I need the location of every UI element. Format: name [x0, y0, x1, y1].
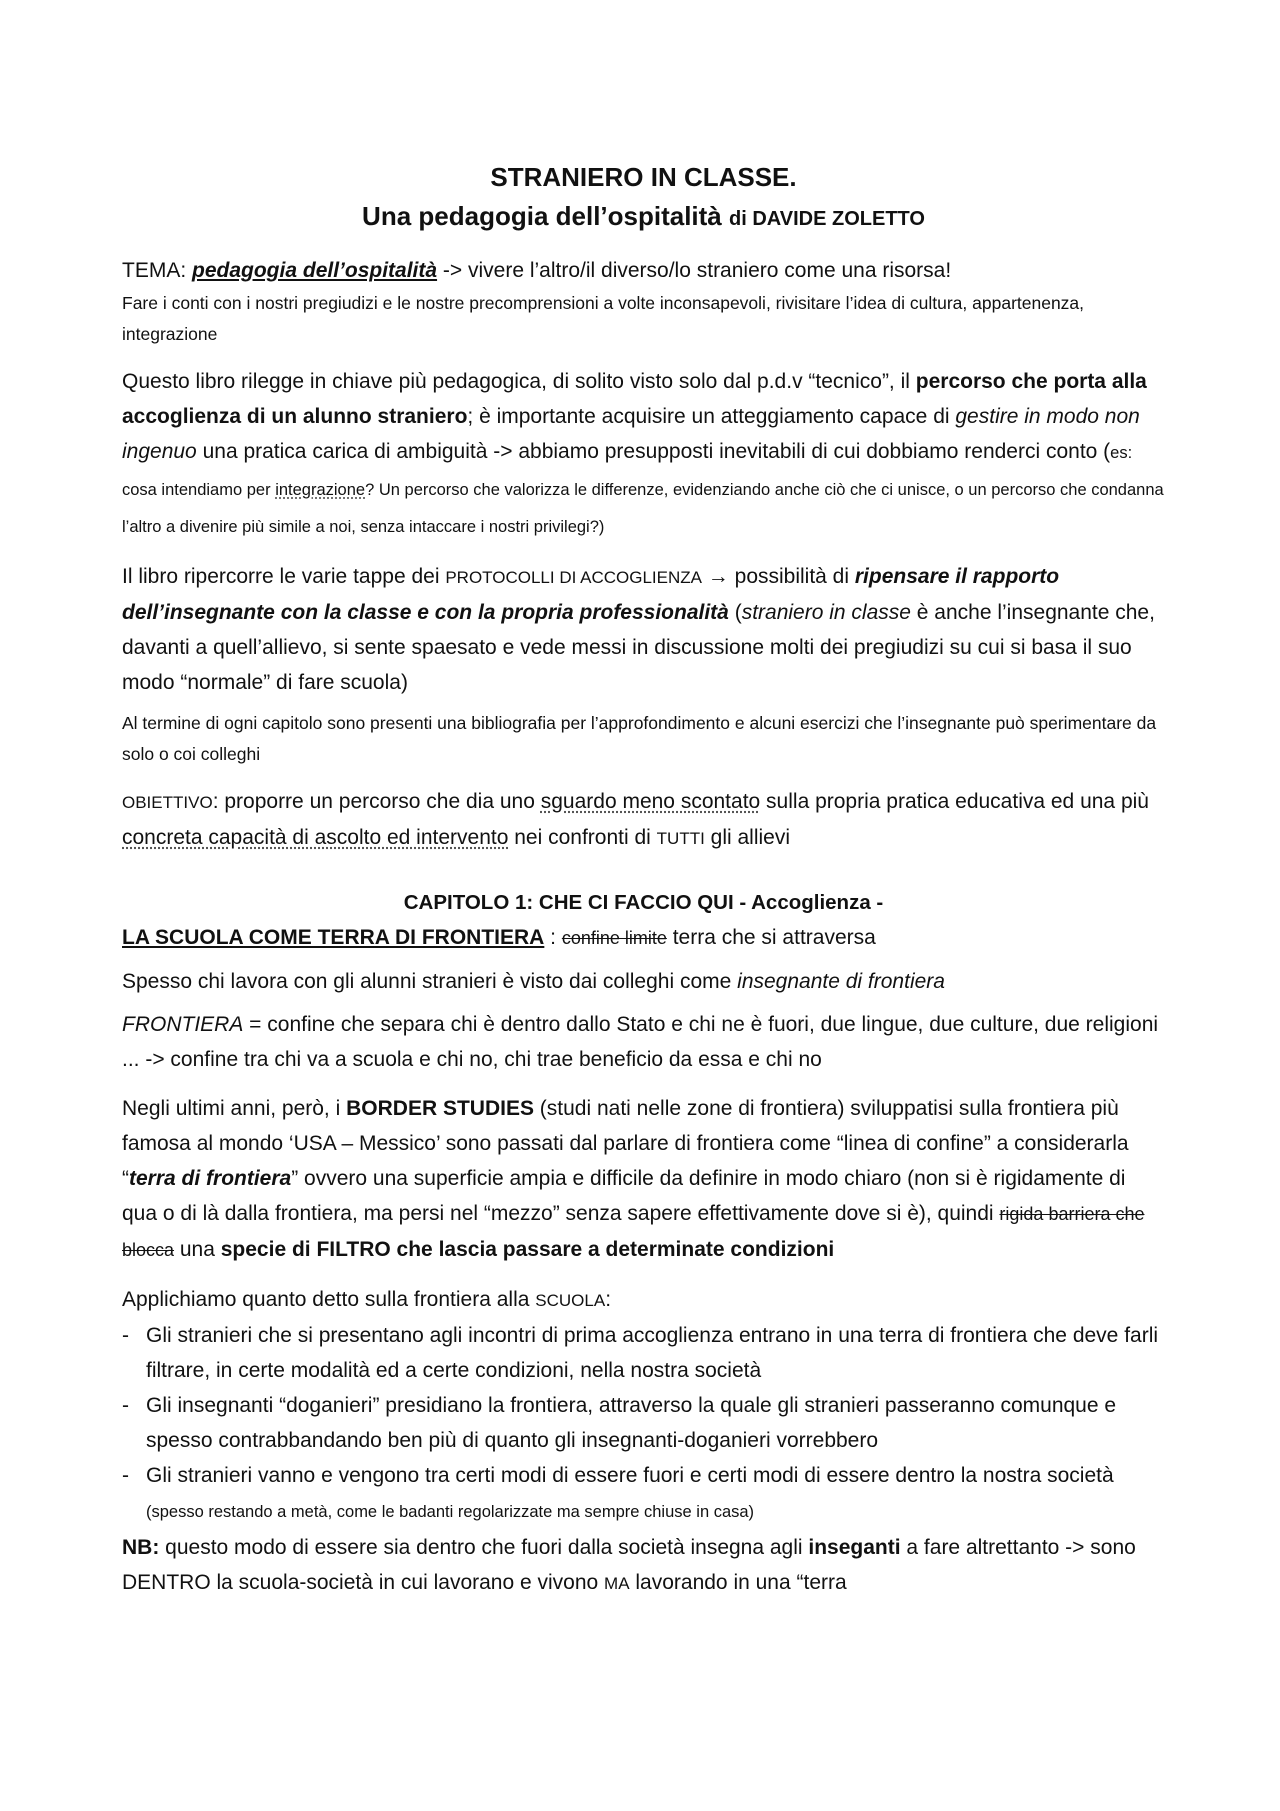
nb-text-2: a fare altrettanto -> sono DENTRO la scuola-società in cui lavorano e vivono: [122, 1536, 1136, 1594]
intro-bold-1: percorso che porta alla accoglienza di un alunno straniero: [122, 370, 1147, 428]
obiettivo-paragraph: [122, 784, 1165, 856]
title-block: [122, 158, 1165, 239]
intro-small-underlined: integrazione: [275, 481, 366, 499]
list-item: [122, 1318, 1165, 1388]
ch-p2-text: = confine che separa chi è dentro dallo Stato e chi ne è fuori, due lingue, due culture, due religioni ... -> confine tra chi va a scuola e chi no, chi trae beneficio da essa e chi no: [122, 1013, 1159, 1071]
intro-text-2: ; è importante acquisire un atteggiamento capace di: [467, 405, 956, 428]
nb-text-3: lavorando in una “terra: [629, 1571, 847, 1594]
ch-p3-text-e: una: [174, 1238, 221, 1261]
nb-label: NB:: [122, 1536, 160, 1559]
section-after: terra che si attraversa: [666, 926, 876, 949]
frontier-list: [122, 1318, 1165, 1530]
chapter-paragraph-2: [122, 1007, 1165, 1077]
tema-note: Fare i conti con i nostri pregiudizi e le nostre precomprensioni a volte inconsapevoli, rivisitare l’idea di cultura, appartenenza, integrazione: [122, 293, 1085, 344]
author-line: di DAVIDE ZOLETTO: [729, 208, 925, 230]
ch-p3-bold-italic: terra di frontiera: [129, 1167, 292, 1190]
tema-label: TEMA:: [122, 259, 187, 282]
obiettivo-text-2: sulla propria pratica educativa ed una più: [760, 790, 1149, 813]
section-struck-words: confine limite: [561, 928, 667, 948]
chapter-title: CAPITOLO 1: CHE CI FACCIO QUI - Accoglienza -: [403, 891, 884, 914]
nb-paragraph: [122, 1530, 1165, 1601]
list-item: [122, 1388, 1165, 1458]
ch-p3-bold-f: specie di FILTRO che lascia passare a determinate condizioni: [220, 1238, 835, 1261]
protocolli-text-4: è anche l’insegnante che, davanti a quell’allievo, si sente spaesato e vede messi in discussione molti dei pregiudizi su cui si basa il suo modo “normale” di fare scuola): [122, 601, 1155, 694]
protocolli-text-2: → possibilità di: [701, 565, 855, 588]
protocolli-bold-italic: ripensare il rapporto dell’insegnante con la classe e con la propria professionalità: [122, 565, 1060, 624]
ch-p4-colon: :: [605, 1288, 612, 1311]
protocolli-text-3: (: [728, 601, 742, 624]
ch-p1-text: Spesso chi lavora con gli alunni stranieri è visto dai colleghi come: [122, 970, 738, 993]
intro-italic-1: gestire in modo non ingenuo: [122, 405, 1140, 463]
tema-line: [122, 253, 1165, 288]
obiettivo-underlined-2: concreta capacità di ascolto ed intervento: [122, 826, 509, 849]
obiettivo-underlined-1: sguardo meno scontato: [540, 790, 761, 813]
protocolli-paragraph: [122, 559, 1165, 700]
list-item-text: Gli insegnanti “doganieri” presidiano la frontiera, attraverso la quale gli stranieri passeranno comunque e spesso contrabbandando ben più di quanto gli insegnanti-doganieri vorrebbero: [146, 1394, 1117, 1452]
chapter-paragraph-3: [122, 1091, 1165, 1268]
ch-p3-text-a: Negli ultimi anni, però, i: [122, 1097, 347, 1120]
obiettivo-text-1: : proporre un percorso che dia uno: [212, 790, 541, 813]
document-subtitle: [122, 196, 1165, 239]
chapter-paragraph-1: [122, 964, 1165, 999]
ch-p4-text: Applichiamo quanto detto sulla frontiera alla: [122, 1288, 536, 1311]
nb-bold: inseganti: [808, 1536, 901, 1559]
ch-p2-italic: FRONTIERA: [122, 1013, 244, 1036]
ch-p3-text-c: (studi nati nelle zone di frontiera) sviluppatisi sulla frontiera più famosa al mondo ‘USA – Messico’ sono passati dal parlare di frontiera come “linea di confine” a considerarla “: [122, 1097, 1129, 1190]
list-dash: -: [122, 1324, 129, 1347]
section-heading: LA SCUOLA COME TERRA DI FRONTIERA: [122, 926, 545, 949]
protocolli-caps: PROTOCOLLI DI ACCOGLIENZA: [445, 568, 702, 587]
list-item-text: Gli stranieri che si presentano agli incontri di prima accoglienza entrano in una terra di frontiera che deve farli filtrare, in certe modalità ed a certe condizioni, nella nostra società: [146, 1324, 1159, 1382]
ch-p4-caps: SCUOLA: [535, 1291, 606, 1310]
obiettivo-label: OBIETTIVO: [122, 793, 213, 812]
list-dash: -: [122, 1394, 129, 1417]
nb-caps: MA: [604, 1574, 630, 1593]
list-item-text: Gli stranieri vanno e vengono tra certi modi di essere fuori e certi modi di essere dentro la nostra società: [146, 1464, 1114, 1487]
protocolli-text-1: Il libro ripercorre le varie tappe dei: [122, 565, 446, 588]
section-heading-line: [122, 920, 1165, 956]
list-item: [122, 1458, 1165, 1530]
protocolli-note: Al termine di ogni capitolo sono presenti una bibliografia per l’approfondimento e alcuni esercizi che l’insegnante può sperimentare da solo o coi colleghi: [122, 713, 1157, 764]
tema-text: -> vivere l’altro/il diverso/lo straniero come una risorsa!: [437, 259, 952, 282]
chapter-paragraph-4: [122, 1282, 1165, 1318]
ch-p3-text-d: ” ovvero una superficie ampia e difficile da definire in modo chiaro (non si è rigidamente di qua o di là dalla frontiera, ma persi nel “mezzo” senza sapere effettivamente dove si è), quindi: [122, 1167, 1126, 1225]
obiettivo-text-3: nei confronti di: [508, 826, 657, 849]
section-separator: :: [544, 926, 562, 949]
intro-text-1: Questo libro rilegge in chiave più pedagogica, di solito visto solo dal p.d.v “tecnico”, il: [122, 370, 916, 393]
obiettivo-text-4: gli allievi: [704, 826, 791, 849]
tema-keyword: pedagogia dell’ospitalità: [192, 259, 438, 282]
intro-small-1: es: cosa intendiamo per: [122, 444, 1133, 499]
list-dash: -: [122, 1464, 129, 1487]
intro-text-3: una pratica carica di ambiguità -> abbiamo presupposti inevitabili di cui dobbiamo renderci conto (: [196, 440, 1111, 463]
ch-p3-struck: rigida barriera che blocca: [122, 1204, 1145, 1260]
protocolli-italic: straniero in classe: [741, 601, 911, 624]
document-title: STRANIERO IN CLASSE.: [490, 162, 797, 192]
list-item-note: (spesso restando a metà, come le badanti regolarizzate ma sempre chiuse in casa): [146, 1503, 755, 1521]
obiettivo-caps: TUTTI: [656, 829, 705, 848]
nb-text-1: questo modo di essere sia dentro che fuori dalla società insegna agli: [159, 1536, 809, 1559]
intro-paragraph: [122, 364, 1165, 545]
ch-p1-italic: insegnante di frontiera: [737, 970, 945, 993]
subtitle-text: Una pedagogia dell’ospitalità: [362, 201, 722, 231]
intro-small-2: ? Un percorso che valorizza le differenze, evidenziando anche ciò che ci unisce, o un percorso che condanna l’altro a divenire più simile a noi, senza intaccare i nostri privilegi?): [122, 481, 1164, 536]
ch-p3-bold-a: BORDER STUDIES: [346, 1097, 534, 1120]
